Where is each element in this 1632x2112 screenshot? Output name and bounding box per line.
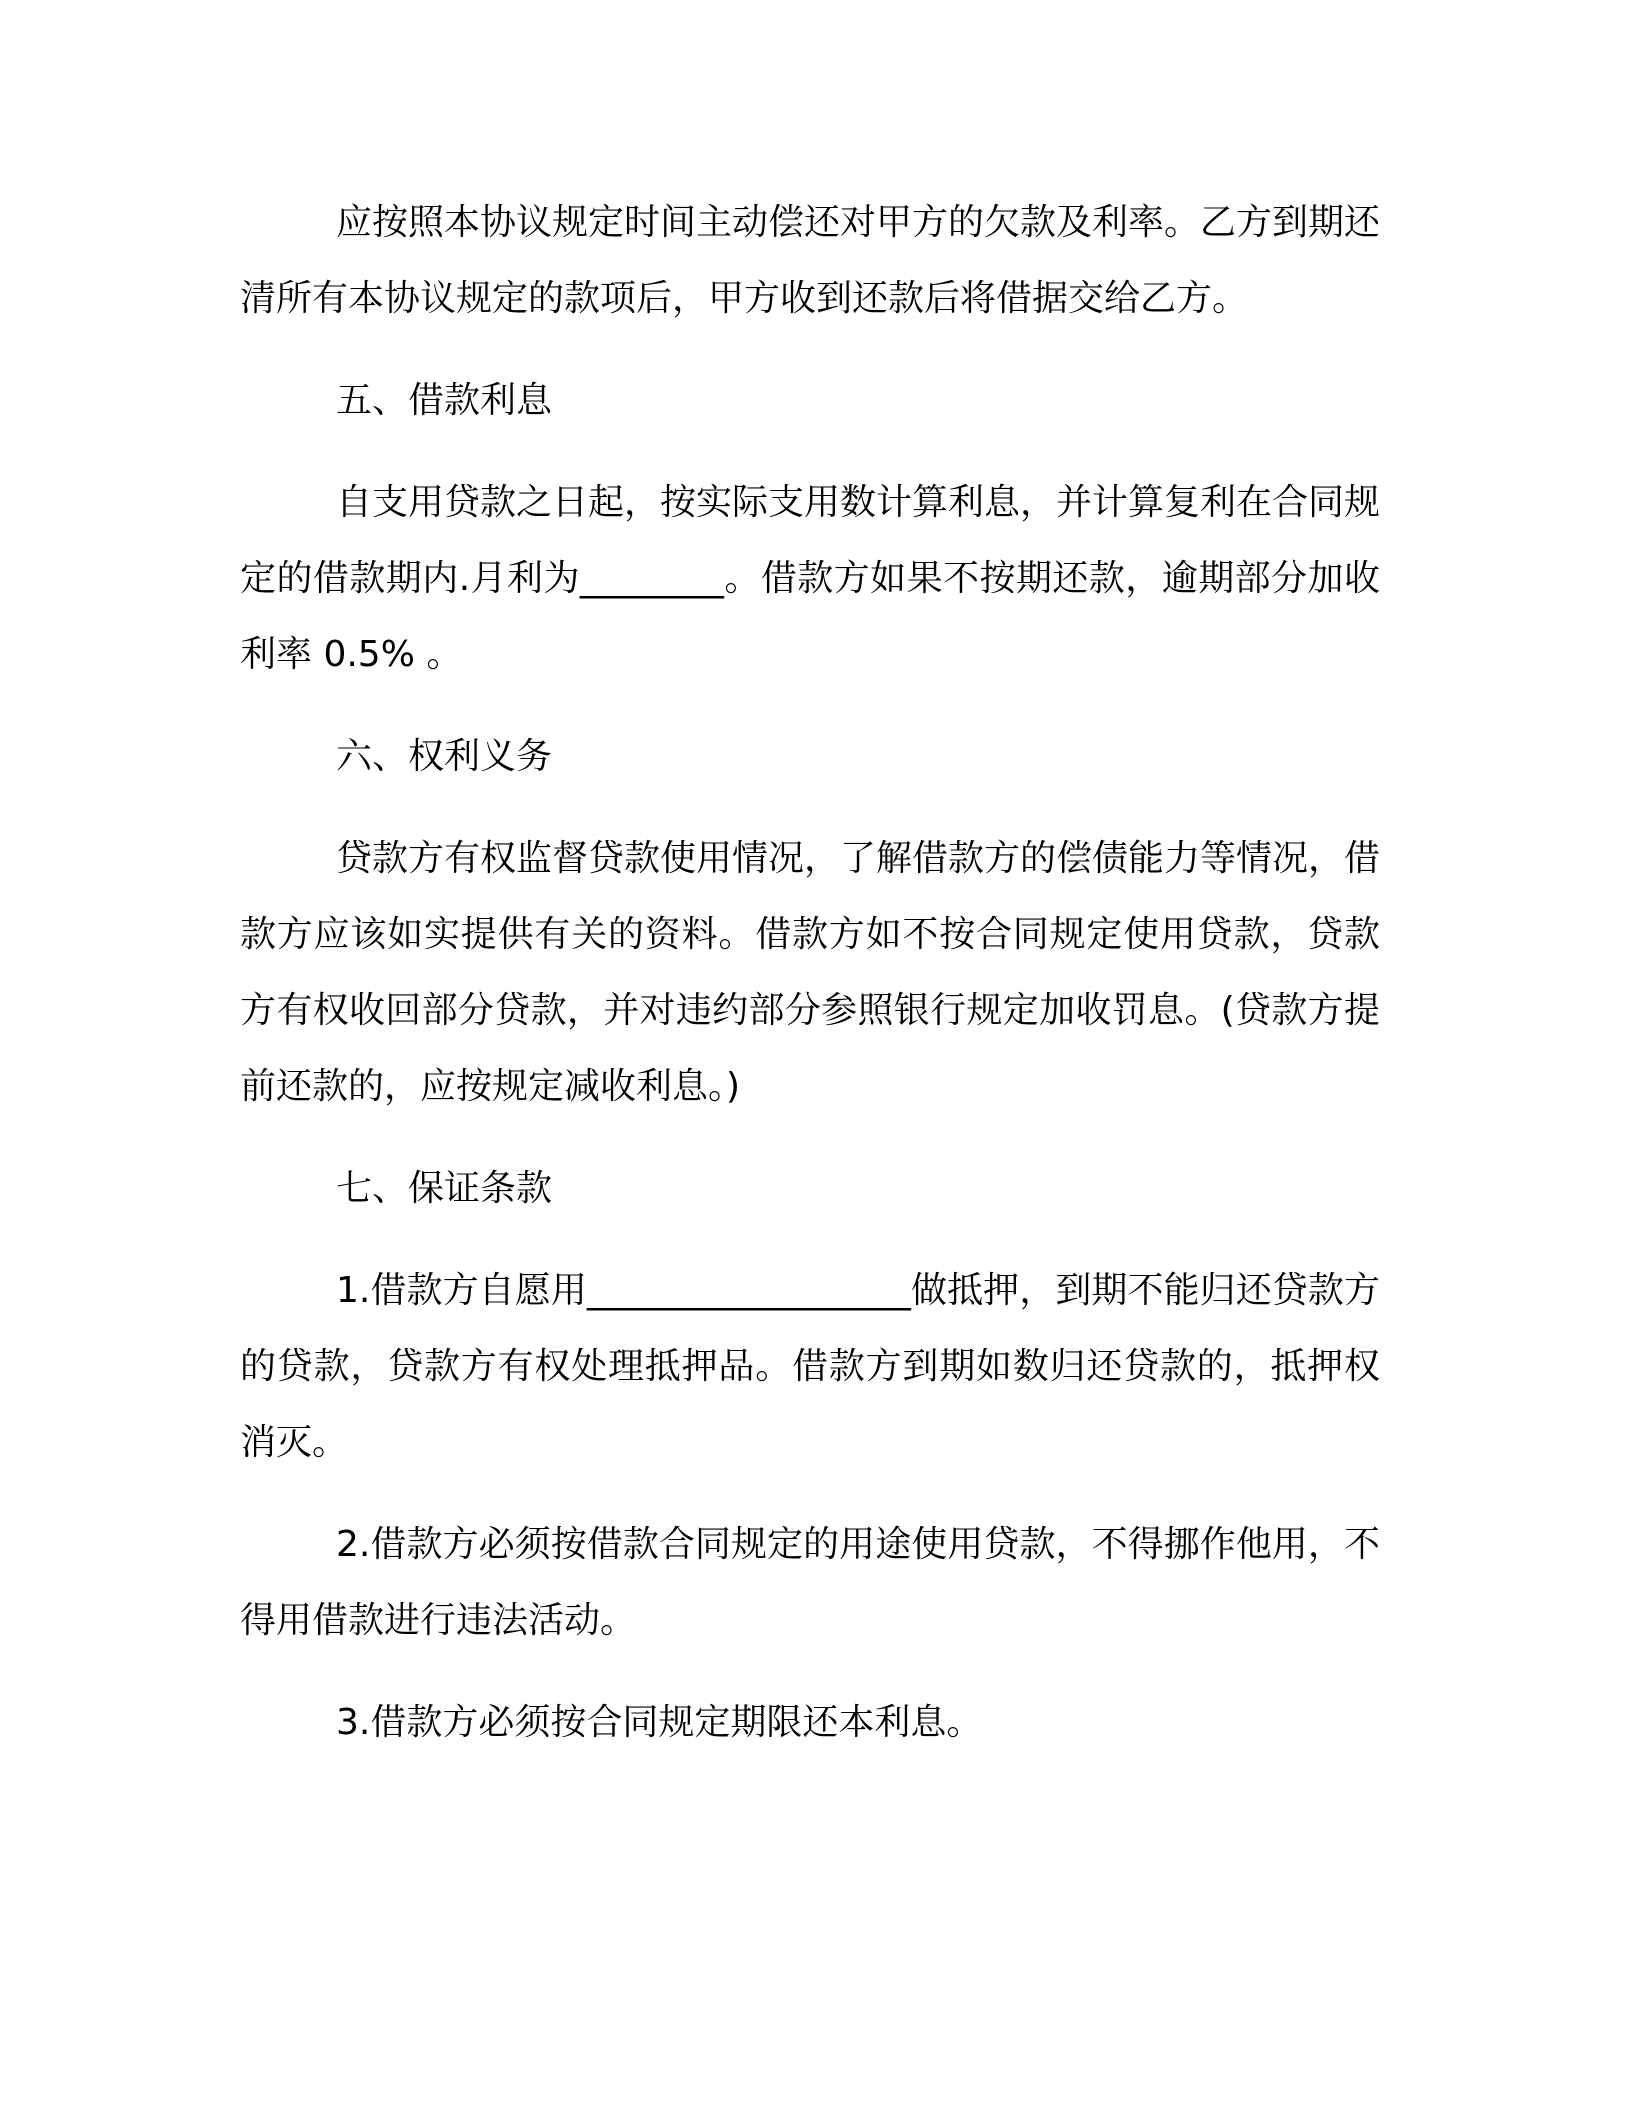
rights-paragraph: 贷款方有权监督贷款使用情况，了解借款方的偿债能力等情况，借款方应该如实提供有关的资料。借款方如不按合同规定使用贷款，贷款方有权收回部分贷款，并对违约部分参照银行规定加收罚息。(贷款方提前还款的，应按规定减收利息。) [240,838,1381,1107]
section-heading-interest: 五、借款利息 [336,380,553,421]
guarantee-item-1: 1.借款方自愿用__________________做抵押，到期不能归还贷款方的贷款，贷款方有权处理抵押品。借款方到期如数归还贷款的，抵押权消灭。 [240,1270,1380,1463]
guarantee-item-2: 2.借款方必须按借款合同规定的用途使用贷款，不得挪作他用，不得用借款进行违法活动。 [240,1524,1380,1641]
document-body [240,185,1380,1787]
section-heading-guarantee: 七、保证条款 [336,1168,553,1209]
interest-paragraph: 自支用贷款之日起，按实际支用数计算利息，并计算复利在合同规定的借款期内.月利为________。借款方如果不按期还款，逾期部分加收利率 0.5% 。 [240,482,1381,675]
guarantee-item-3: 3.借款方必须按合同规定期限还本利息。 [336,1702,983,1743]
repayment-paragraph: 应按照本协议规定时间主动偿还对甲方的欠款及利率。乙方到期还清所有本协议规定的款项后，甲方收到还款后将借据交给乙方。 [240,202,1381,319]
section-heading-rights: 六、权利义务 [336,736,553,777]
